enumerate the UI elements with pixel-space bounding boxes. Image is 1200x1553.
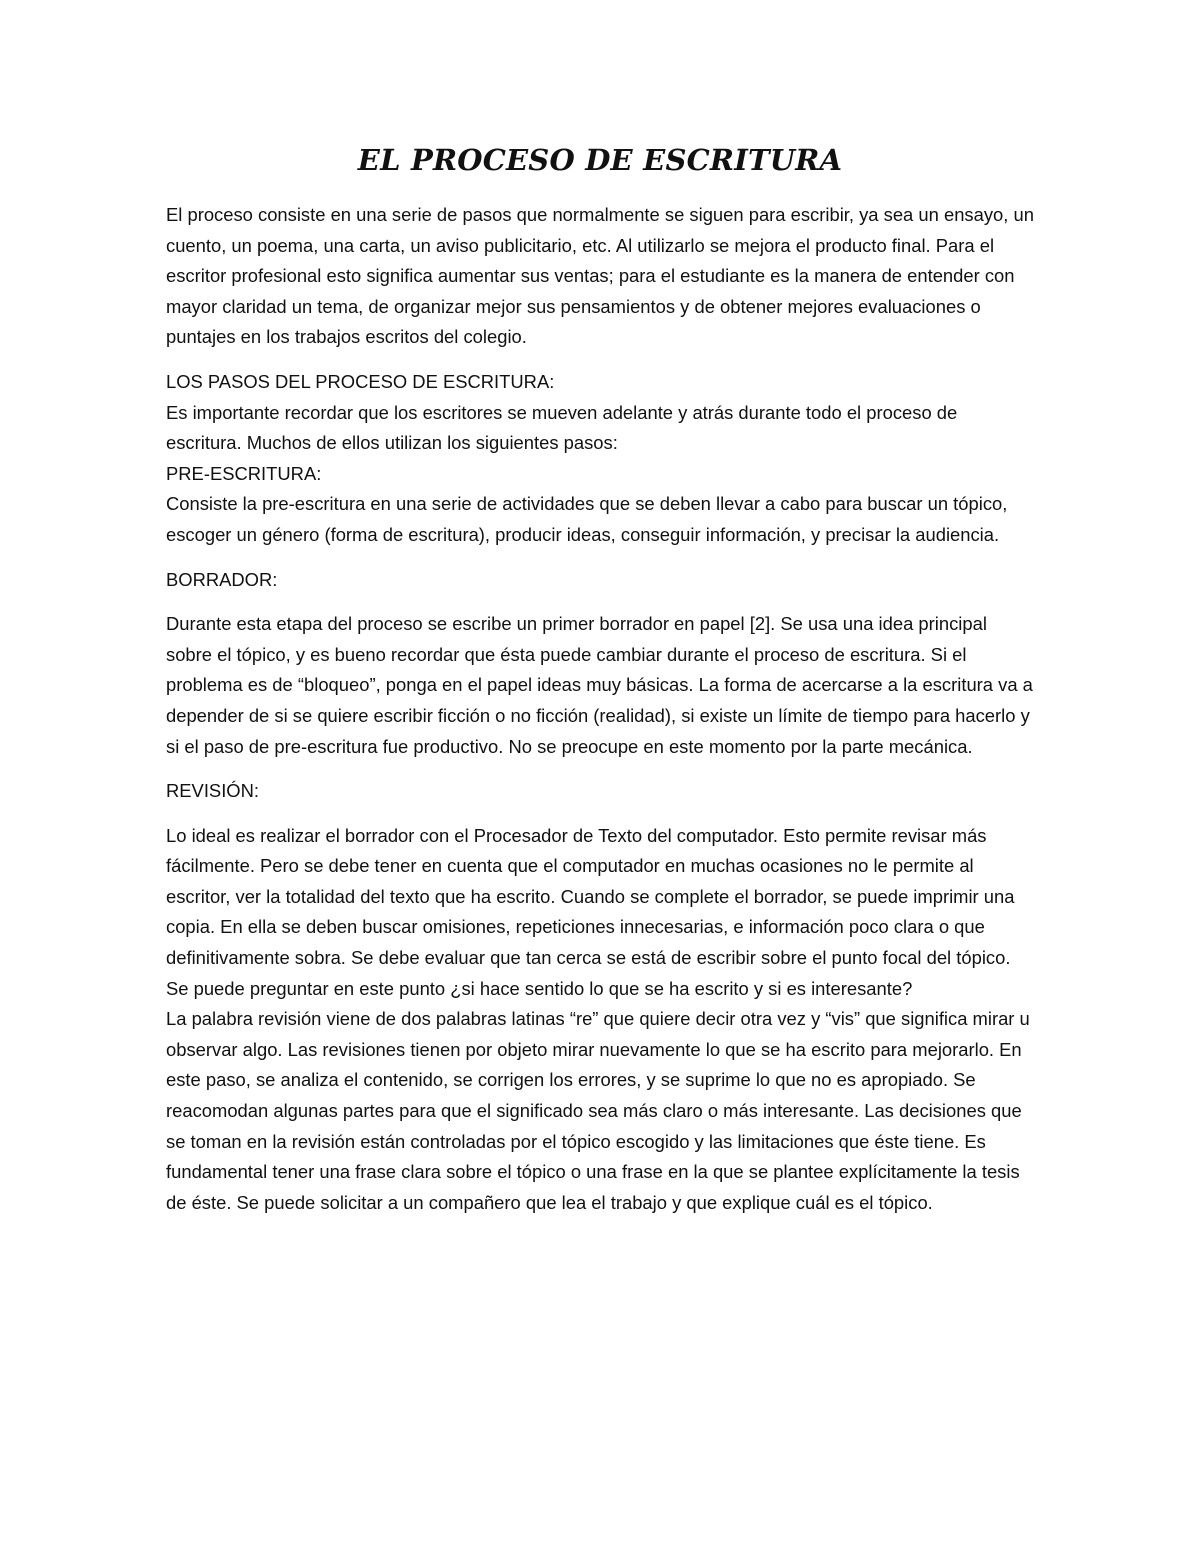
intro-paragraph: El proceso consiste en una serie de pasos que normalmente se siguen para escribir, ya sea un ensayo, un cuento, un poema, una carta, un aviso publicitario, etc. Al utilizarlo se mejora el producto final. Para el escritor profesional esto significa aumentar sus ventas; para el estudiante es la manera de entender con mayor claridad un tema, de organizar mejor sus pensamientos y de obtener mejores evaluaciones o puntajes en los trabajos escritos del colegio. <box>166 204 1034 348</box>
pasos-heading: LOS PASOS DEL PROCESO DE ESCRITURA: <box>166 370 555 392</box>
borrador-heading: BORRADOR: <box>166 568 278 590</box>
revision-paragraph-1: Lo ideal es realizar el borrador con el Procesador de Texto del computador. Esto permite revisar más fácilmente. Pero se debe tener en cuenta que el computador en muchas ocasiones no le permite al escritor, ver la totalidad del texto que ha escrito. Cuando se complete el borrador, se puede imprimir una copia. En ella se deben buscar omisiones, repeticiones innecesarias, e información poco clara o que definitivamente sobra. Se debe evaluar que tan cerca se está de escribir sobre el punto focal del tópico. Se puede preguntar en este punto ¿si hace sentido lo que se ha escrito y si es interesante? <box>166 824 1015 999</box>
preescritura-paragraph: Consiste la pre-escritura en una serie de actividades que se deben llevar a cabo para buscar un tópico, escoger un género (forma de escritura), producir ideas, conseguir información, y precisar la audiencia. <box>166 493 1008 545</box>
pasos-paragraph: Es importante recordar que los escritores se mueven adelante y atrás durante todo el proceso de escritura. Muchos de ellos utilizan los siguientes pasos: <box>166 401 958 454</box>
revision-paragraph-2: La palabra revisión viene de dos palabras latinas “re” que quiere decir otra vez y “vis” que significa mirar u observar algo. Las revisiones tienen por objeto mirar nuevamente lo que se ha escrito para mejorarlo. En este paso, se analiza el contenido, se corrigen los errores, y se suprime lo que no es apropiado. Se reacomodan algunas partes para que el significado sea más claro o más interesante. Las decisiones que se toman en la revisión están controladas por el tópico escogido y las limitaciones que éste tiene. Es fundamental tener una frase clara sobre el tópico o una frase en la que se plantee explícitamente la tesis de éste. Se puede solicitar a un compañero que lea el trabajo y que explique cuál es el tópico. <box>166 1008 1030 1213</box>
document-body <box>166 200 1036 1218</box>
borrador-paragraph: Durante esta etapa del proceso se escribe un primer borrador en papel [2]. Se usa una idea principal sobre el tópico, y es bueno recordar que ésta puede cambiar durante el proceso de escritura. Si el problema es de “bloqueo”, ponga en el papel ideas muy básicas. La forma de acercarse a la escritura va a depender de si se quiere escribir ficción o no ficción (realidad), si existe un límite de tiempo para hacerlo y si el paso de pre-escritura fue productivo. No se preocupe en este momento por la parte mecánica. <box>166 613 1033 757</box>
preescritura-heading: PRE-ESCRITURA: <box>166 462 322 484</box>
document-title: EL PROCESO DE ESCRITURA <box>357 143 843 177</box>
revision-heading: REVISIÓN: <box>166 780 259 802</box>
